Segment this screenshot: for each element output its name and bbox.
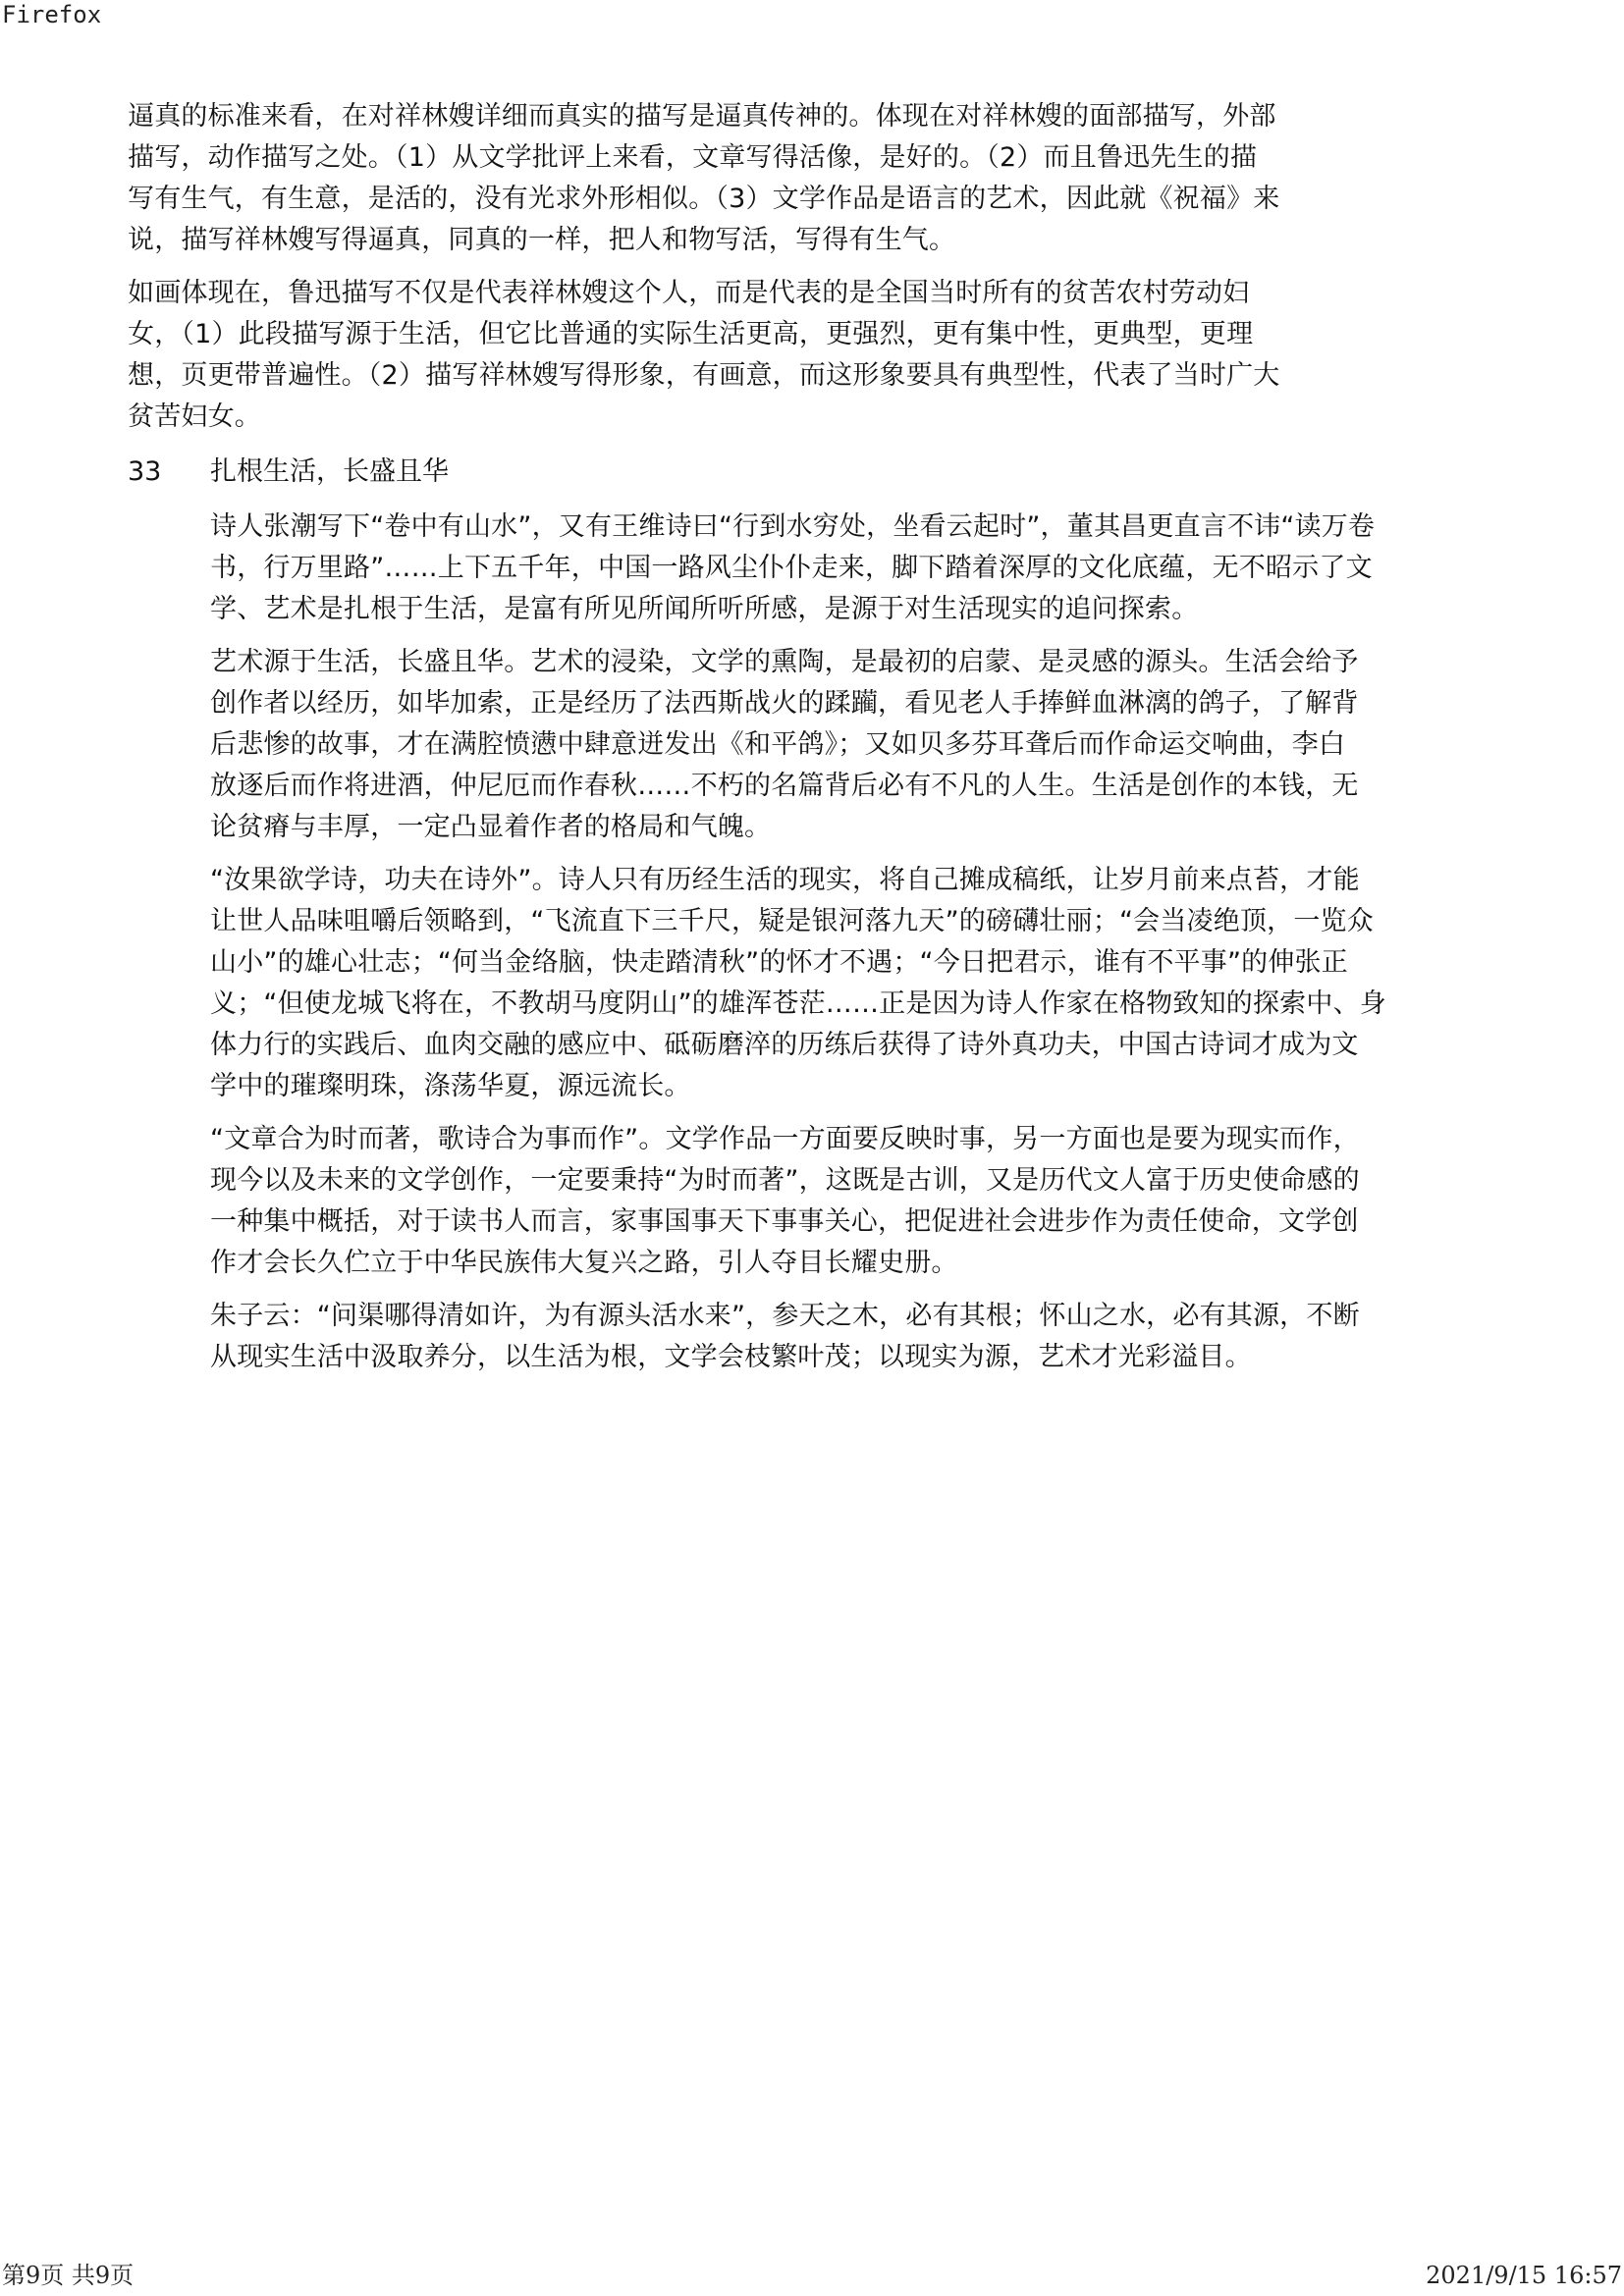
section-body bbox=[210, 507, 1463, 1378]
paragraph: 如画体现在，鲁迅描写不仅是代表祥林嫂这个人，而是代表的是全国当时所有的贫苦农村劳动妇 女，（1）此段描写源于生活，但它比普通的实际生活更高，更强烈，更有集中性，更典型，更理 想，页更带普遍性。（2）描写祥林嫂写得形象，有画意，而这形象要具有典型性，代表了当时广大 贫苦妇女。 bbox=[128, 278, 1280, 432]
paragraph: 艺术源于生活，长盛且华。艺术的浸染，文学的熏陶，是最初的启蒙、是灵感的源头。生活会给予 创作者以经历，如毕加索，正是经历了法西斯战火的蹂躏，看见老人手捧鲜血淋漓的鸽子，了解背 后悲惨的故事，才在满腔愤懑中肆意迸发出《和平鸽》；又如贝多芬耳聋后而作命运交响曲，李白 放逐后而作将进酒，仲尼厄而作春秋……不朽的名篇背后必有不凡的人生。生活是创作的本钱，无 论贫瘠与丰厚，一定凸显着作者的格局和气魄。 bbox=[210, 647, 1359, 842]
section-title: 扎根生活，长盛且华 bbox=[210, 456, 449, 487]
paragraph: 诗人张潮写下“卷中有山水”，又有王维诗曰“行到水穷处，坐看云起时”，董其昌更直言不讳“读万卷 书，行万里路”……上下五千年，中国一路风尘仆仆走来，脚下踏着深厚的文化底蕴，无不昭示了文 学、艺术是扎根于生活，是富有所见所闻所听所感，是源于对生活现实的追问探索。 bbox=[210, 511, 1376, 624]
section-number: 33 bbox=[128, 456, 162, 487]
document-content bbox=[128, 96, 1463, 1390]
print-datetime: 2021/9/15 16:57 bbox=[1426, 2262, 1622, 2289]
page-indicator: 第9页 共9页 bbox=[2, 2262, 135, 2289]
paragraph: “文章合为时而著，歌诗合为事而作”。文学作品一方面要反映时事，另一方面也是要为现实而作， 现今以及未来的文学创作，一定要秉持“为时而著”，这既是古训，又是历代文人富于历史使命感的 一种集中概括，对于读书人而言，家事国事天下事事关心，把促进社会进步作为责任使命，文学创 作才会长久伫立于中华民族伟大复兴之路，引人夺目长耀史册。 bbox=[210, 1124, 1360, 1278]
top-paragraphs bbox=[128, 96, 1463, 438]
paragraph: 朱子云：“问渠哪得清如许，为有源头活水来”，参天之木，必有其根；怀山之水，必有其源，不断 从现实生活中汲取养分，以生活为根，文学会枝繁叶茂；以现实为源，艺术才光彩溢目。 bbox=[210, 1301, 1360, 1372]
section-heading bbox=[128, 452, 1463, 493]
paragraph: 逼真的标准来看，在对祥林嫂详细而真实的描写是逼真传神的。体现在对祥林嫂的面部描写，外部 描写，动作描写之处。（1）从文学批评上来看，文章写得活像，是好的。（2）而且鲁迅先生的描 写有生气，有生意，是活的，没有光求外形相似。（3）文学作品是语言的艺术，因此就《祝福》来 说，描写祥林嫂写得逼真，同真的一样，把人和物写活，写得有生气。 bbox=[128, 101, 1280, 255]
browser-header-label: Firefox bbox=[2, 1, 102, 28]
paragraph: “汝果欲学诗，功夫在诗外”。诗人只有历经生活的现实，将自己摊成稿纸，让岁月前来点苔，才能 让世人品味咀嚼后领略到，“飞流直下三千尺，疑是银河落九天”的磅礴壮丽；“会当凌绝顶，一览众 山小”的雄心壮志；“何当金络脑，快走踏清秋”的怀才不遇；“今日把君示，谁有不平事”的伸张正 义；“但使龙城飞将在，不教胡马度阴山”的雄浑苍茫……正是因为诗人作家在格物致知的探索中、身 体力行的实践后、血肉交融的感应中、砥砺磨淬的历练后获得了诗外真功夫，中国古诗词才成为文 学中的璀璨明珠，涤荡华夏，源远流长。 bbox=[210, 865, 1386, 1101]
